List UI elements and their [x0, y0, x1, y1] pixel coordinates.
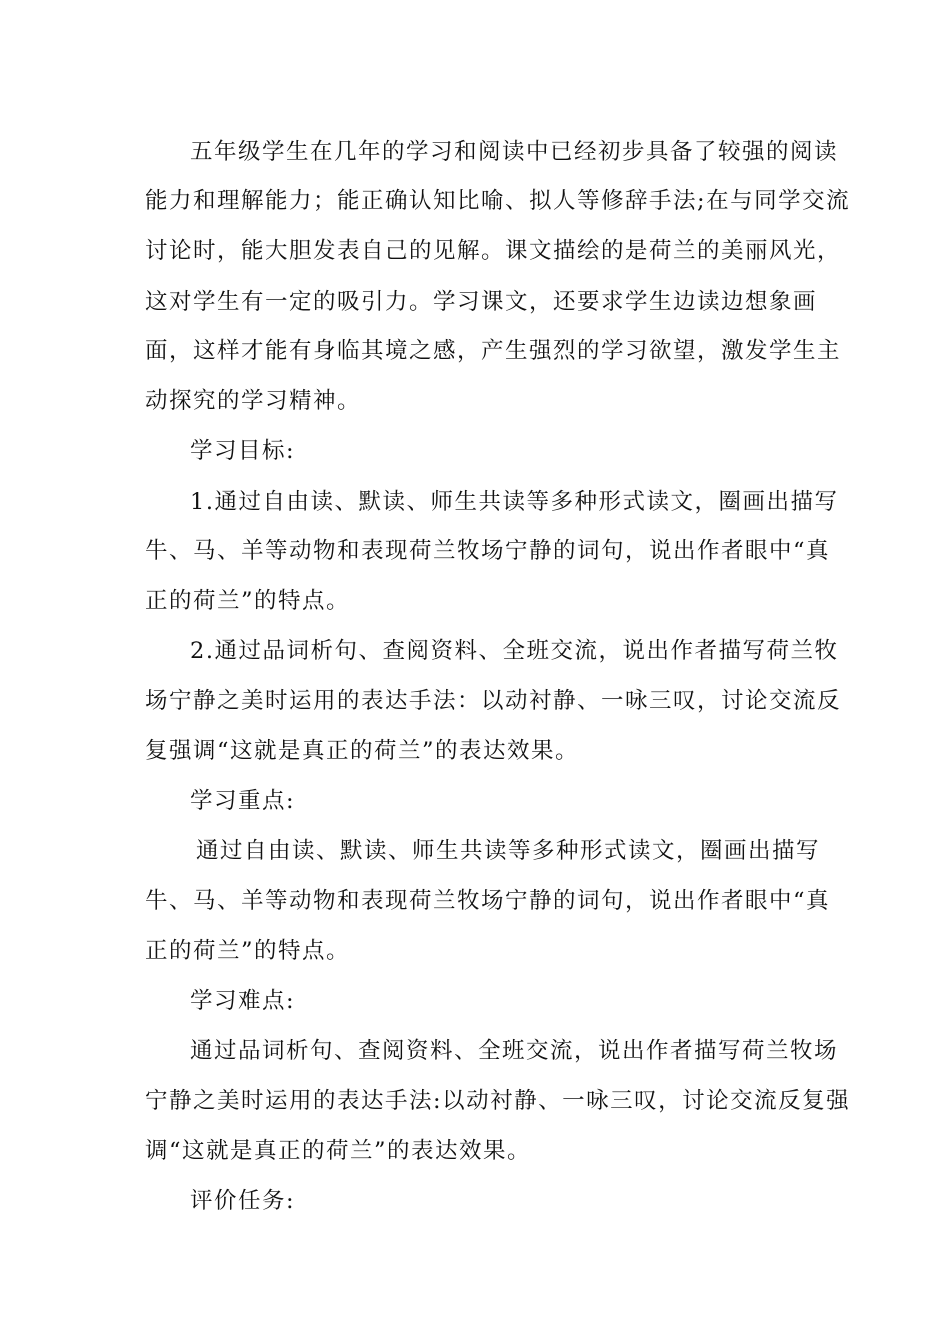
heading-assessment-tasks: 评价任务:	[190, 1188, 296, 1214]
intro-line-3: 讨论时，能大胆发表自己的见解。课文描绘的是荷兰的美丽风光，	[145, 238, 842, 264]
heading-learning-goals: 学习目标:	[190, 438, 296, 464]
difficulties-line-2: 宁静之美时运用的表达手法:以动衬静、一咏三叹，讨论交流反复强	[145, 1088, 851, 1114]
intro-line-4: 这对学生有一定的吸引力。学习课文，还要求学生边读边想象画	[145, 289, 818, 315]
goal-2-line-2: 场宁静之美时运用的表达手法：以动衬静、一咏三叹，讨论交流反	[145, 688, 842, 714]
key-points-line-2: 牛、马、羊等动物和表现荷兰牧场宁静的词句，说出作者眼中“真	[145, 888, 831, 914]
goal-1-line-1: 1.通过自由读、默读、师生共读等多种形式读文，圈画出描写	[190, 489, 839, 515]
heading-difficulties: 学习难点:	[190, 988, 296, 1014]
heading-key-points: 学习重点:	[190, 788, 296, 814]
intro-line-6: 动探究的学习精神。	[145, 388, 362, 414]
goal-1-line-3: 正的荷兰”的特点。	[145, 588, 351, 614]
intro-line-2: 能力和理解能力；能正确认知比喻、拟人等修辞手法;在与同学交流	[145, 188, 851, 214]
difficulties-line-1: 通过品词析句、查阅资料、全班交流，说出作者描写荷兰牧场	[190, 1038, 839, 1064]
key-points-line-1: 通过自由读、默读、师生共读等多种形式读文，圈画出描写	[196, 838, 821, 864]
goal-2-line-1: 2.通过品词析句、查阅资料、全班交流，说出作者描写荷兰牧	[190, 638, 839, 664]
intro-line-5: 面，这样才能有身临其境之感，产生强烈的学习欲望，激发学生主	[145, 338, 842, 364]
goal-1-line-2: 牛、马、羊等动物和表现荷兰牧场宁静的词句，说出作者眼中“真	[145, 538, 831, 564]
key-points-line-3: 正的荷兰”的特点。	[145, 938, 351, 964]
intro-line-1: 五年级学生在几年的学习和阅读中已经初步具备了较强的阅读	[190, 139, 839, 165]
difficulties-line-3: 调“这就是真正的荷兰”的表达效果。	[145, 1138, 532, 1164]
goal-2-line-3: 复强调“这就是真正的荷兰”的表达效果。	[145, 738, 580, 764]
